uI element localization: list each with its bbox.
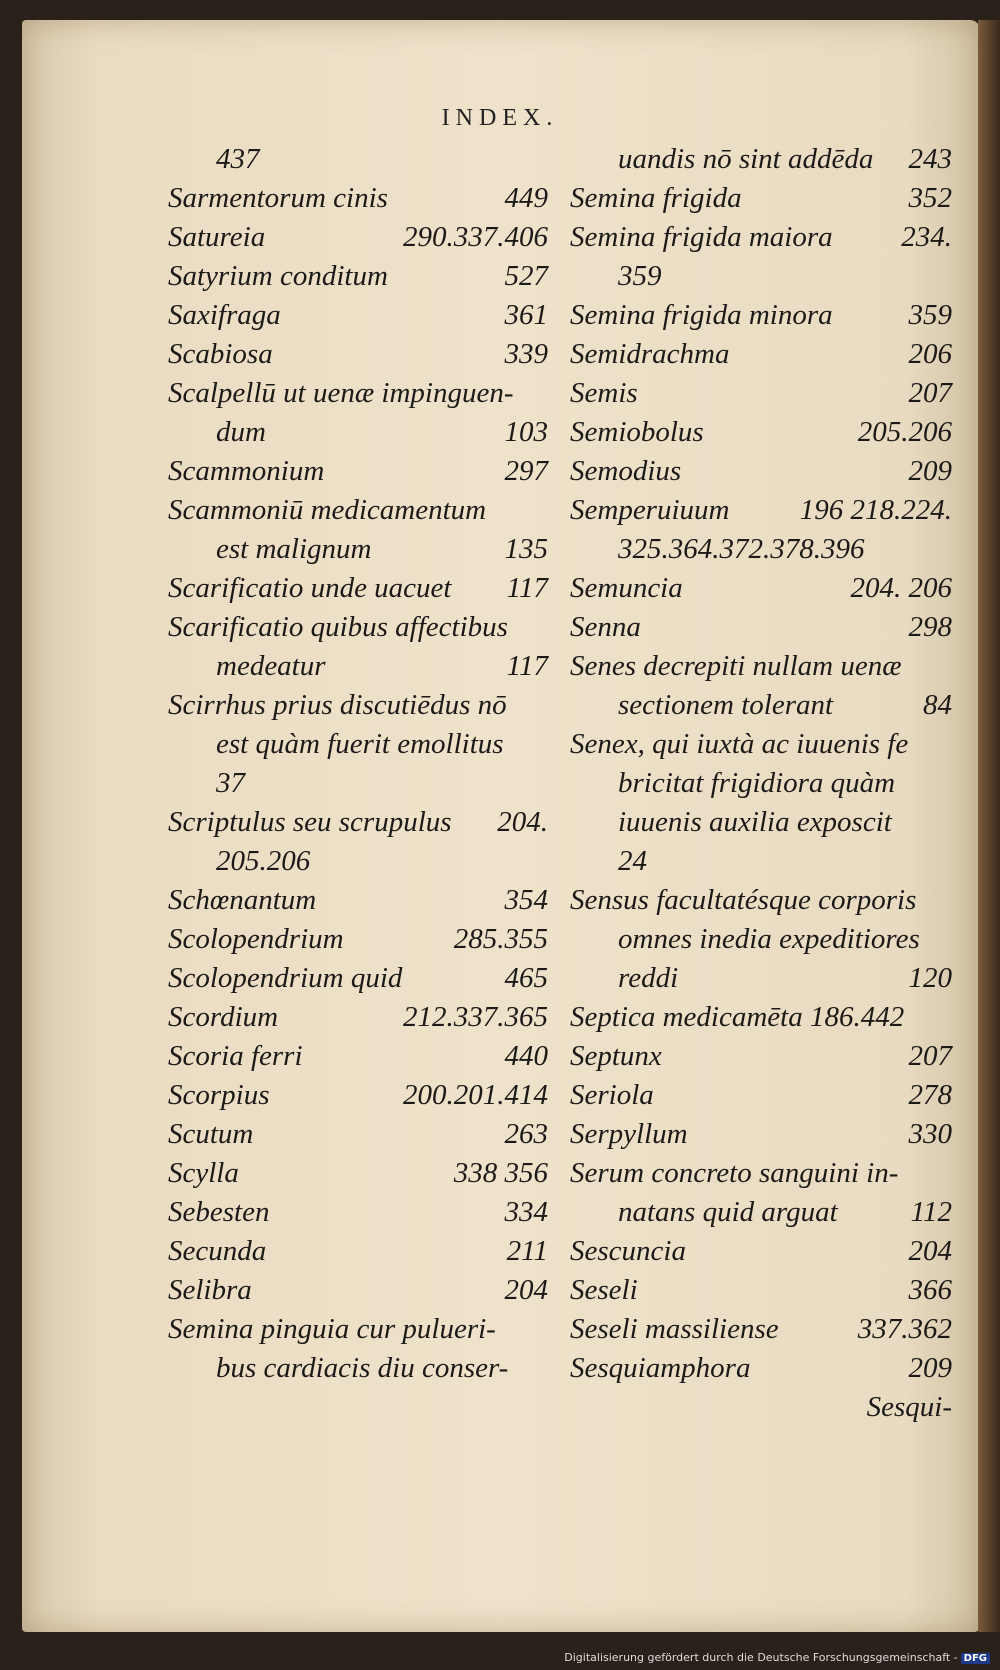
- dfg-logo: DFG: [961, 1653, 990, 1664]
- entry-term: Semina frigida maiora: [570, 221, 833, 253]
- index-entry: [168, 998, 548, 1037]
- entry-pages: 290.337.406: [403, 221, 548, 253]
- index-entry: [570, 881, 952, 920]
- entry-pages: 337.362: [857, 1313, 952, 1345]
- entry-term: dum: [216, 416, 266, 448]
- index-entry: [168, 1232, 548, 1271]
- entry-term: Scarificatio quibus affectibus: [168, 611, 508, 643]
- entry-term: 205.206: [216, 845, 311, 877]
- index-entry: [570, 1076, 952, 1115]
- entry-term: Sebesten: [168, 1196, 270, 1228]
- entry-pages: 449: [504, 182, 548, 214]
- index-entry: [570, 842, 952, 881]
- entry-term: Scordium: [168, 1001, 279, 1033]
- entry-term: 325.364.372.378.396: [618, 533, 865, 565]
- entry-pages: 209: [908, 455, 952, 487]
- entry-term: Scorpius: [168, 1079, 270, 1111]
- index-entry: [168, 803, 548, 842]
- index-entry: [168, 413, 548, 452]
- entry-term: Seseli massiliense: [570, 1313, 779, 1345]
- entry-pages: 339: [504, 338, 548, 370]
- entry-term: Scammoniū medicamentum: [168, 494, 487, 526]
- entry-pages: 334: [504, 1196, 548, 1228]
- entry-term: Scarificatio unde uacuet: [168, 572, 452, 604]
- entry-pages: 117: [506, 572, 548, 604]
- index-entry: [570, 1310, 952, 1349]
- index-entry: [168, 140, 548, 179]
- entry-pages: 204. 206: [850, 572, 952, 604]
- entry-pages: 204.: [497, 806, 548, 838]
- entry-term: bus cardiacis diu conser-: [216, 1352, 509, 1384]
- index-entry: [570, 1115, 952, 1154]
- entry-pages: 212.337.365: [403, 1001, 548, 1033]
- entry-pages: 207: [908, 1040, 952, 1072]
- index-entry: [570, 998, 952, 1037]
- index-entry: [570, 374, 952, 413]
- page-header: INDEX.: [441, 105, 559, 131]
- entry-pages: 366: [908, 1274, 952, 1306]
- entry-term: Saxifraga: [168, 299, 281, 331]
- entry-pages: 298: [908, 611, 952, 643]
- index-entry: [570, 1154, 952, 1193]
- entry-term: Sensus facultatésque corporis: [570, 884, 917, 916]
- index-entry: [570, 452, 952, 491]
- entry-term: 359: [618, 260, 662, 292]
- entry-term: Scylla: [168, 1157, 239, 1189]
- index-entry: [570, 1232, 952, 1271]
- index-entry: [570, 764, 952, 803]
- entry-term: uandis nō sint addēda: [618, 143, 874, 175]
- entry-term: Scirrhus prius discutiēdus nō: [168, 689, 507, 721]
- entry-pages: 207: [908, 377, 952, 409]
- entry-term: Sarmentorum cinis: [168, 182, 388, 214]
- entry-term: Semodius: [570, 455, 682, 487]
- index-entry: [168, 1193, 548, 1232]
- entry-pages: 354: [504, 884, 548, 916]
- entry-pages: 209: [908, 1352, 952, 1384]
- entry-term: est quàm fuerit emollitus: [216, 728, 504, 760]
- entry-pages: 338 356: [453, 1157, 548, 1189]
- entry-term: reddi: [618, 962, 679, 994]
- entry-term: Semina frigida: [570, 182, 742, 214]
- entry-term: Scriptulus seu scrupulus: [168, 806, 452, 838]
- entry-term: Seriola: [570, 1079, 654, 1111]
- entry-term: Semidrachma: [570, 338, 730, 370]
- entry-term: natans quid arguat: [618, 1196, 838, 1228]
- entry-term: iuuenis auxilia exposcit: [618, 806, 892, 838]
- index-entry: [570, 491, 952, 530]
- entry-term: Semina pinguia cur pulueri-: [168, 1313, 496, 1345]
- entry-term: medeatur: [216, 650, 326, 682]
- entry-term: sectionem tolerant: [618, 689, 834, 721]
- index-entry: [570, 803, 952, 842]
- entry-pages: 204: [504, 1274, 548, 1306]
- entry-term: Semiobolus: [570, 416, 704, 448]
- entry-term: Seseli: [570, 1274, 638, 1306]
- entry-term: 37: [216, 767, 245, 799]
- index-entry: [168, 530, 548, 569]
- footer-text: Digitalisierung gefördert durch die Deutsche Forschungsgemeinschaft -: [564, 1651, 958, 1664]
- index-entry: [168, 647, 548, 686]
- entry-pages: 440: [504, 1040, 548, 1072]
- entry-pages: 297: [504, 455, 548, 487]
- entry-term: Septunx: [570, 1040, 662, 1072]
- entry-pages: 285.355: [453, 923, 548, 955]
- entry-pages: 211: [506, 1235, 548, 1267]
- entry-term: Semis: [570, 377, 638, 409]
- entry-pages: 361: [504, 299, 548, 331]
- entry-term: est malignum: [216, 533, 372, 565]
- index-entry: [168, 1076, 548, 1115]
- entry-term: Satyrium conditum: [168, 260, 388, 292]
- index-entry: [168, 374, 548, 413]
- entry-pages: 135: [504, 533, 548, 565]
- entry-pages: 84: [923, 689, 952, 721]
- index-entry: [570, 413, 952, 452]
- index-entry: [168, 569, 548, 608]
- entry-pages: 330: [908, 1118, 952, 1150]
- entry-term: Septica medicamēta 186.442: [570, 1001, 905, 1033]
- index-entry: [570, 608, 952, 647]
- entry-pages: 263: [504, 1118, 548, 1150]
- entry-pages: 120: [908, 962, 952, 994]
- entry-pages: 205.206: [857, 416, 952, 448]
- entry-term: Sesquiamphora: [570, 1352, 751, 1384]
- index-entry: [570, 257, 952, 296]
- index-entry: [168, 1154, 548, 1193]
- index-entry: [570, 179, 952, 218]
- catchword: Sesqui-: [866, 1391, 952, 1423]
- index-entry: [570, 920, 952, 959]
- index-entry: [168, 218, 548, 257]
- index-entry: [168, 491, 548, 530]
- entry-pages: 206: [908, 338, 952, 370]
- page-edge: [978, 20, 1000, 1632]
- entry-pages: 465: [504, 962, 548, 994]
- entry-term: Schœnantum: [168, 884, 317, 916]
- index-entry: [570, 647, 952, 686]
- entry-pages: 278: [908, 1079, 952, 1111]
- entry-pages: 234.: [901, 221, 952, 253]
- entry-term: Senex, qui iuxtà ac iuuenis fe: [570, 728, 909, 760]
- index-entry: [570, 686, 952, 725]
- index-entry: [570, 725, 952, 764]
- entry-pages: 527: [504, 260, 548, 292]
- index-entry: [168, 335, 548, 374]
- index-entry: [570, 140, 952, 179]
- entry-term: Serpyllum: [570, 1118, 688, 1150]
- entry-term: Senna: [570, 611, 641, 643]
- index-entry: [168, 1115, 548, 1154]
- index-entry: [570, 959, 952, 998]
- entry-term: Scabiosa: [168, 338, 273, 370]
- entry-term: Scolopendrium: [168, 923, 344, 955]
- entry-term: Sescuncia: [570, 1235, 686, 1267]
- index-entry: [570, 1037, 952, 1076]
- entry-term: Semuncia: [570, 572, 683, 604]
- entry-term: Senes decrepiti nullam uenæ: [570, 650, 902, 682]
- index-entry: [570, 569, 952, 608]
- index-entry: [168, 959, 548, 998]
- index-entry: [168, 764, 548, 803]
- index-entry: [168, 608, 548, 647]
- entry-term: bricitat frigidiora quàm: [618, 767, 896, 799]
- entry-pages: 103: [504, 416, 548, 448]
- entry-term: Scutum: [168, 1118, 254, 1150]
- entry-pages: 117: [506, 650, 548, 682]
- index-entry: [168, 1310, 548, 1349]
- entry-pages: 352: [908, 182, 952, 214]
- entry-term: Secunda: [168, 1235, 267, 1267]
- index-entry: [570, 296, 952, 335]
- index-entry: [570, 1193, 952, 1232]
- index-entry: [168, 920, 548, 959]
- entry-term: Satureia: [168, 221, 266, 253]
- index-entry: [570, 530, 952, 569]
- entry-term: Selibra: [168, 1274, 252, 1306]
- index-entry: [570, 1349, 952, 1388]
- entry-pages: 196 218.224.: [799, 494, 952, 526]
- index-column-right: [570, 140, 952, 1427]
- entry-term: Semperuiuum: [570, 494, 730, 526]
- index-entry: [168, 881, 548, 920]
- entry-term: Scoria ferri: [168, 1040, 303, 1072]
- entry-pages: 200.201.414: [403, 1079, 548, 1111]
- entry-term: Scalpellū ut uenæ impinguen-: [168, 377, 514, 409]
- footer-credit: [564, 1651, 990, 1664]
- index-entry: [168, 452, 548, 491]
- entry-term: 437: [216, 143, 260, 175]
- entry-term: Semina frigida minora: [570, 299, 833, 331]
- index-entry: [570, 335, 952, 374]
- index-column-left: [168, 140, 548, 1388]
- entry-pages: 204: [908, 1235, 952, 1267]
- index-entry: [168, 725, 548, 764]
- index-entry: [168, 842, 548, 881]
- entry-term: 24: [618, 845, 647, 877]
- entry-pages: 112: [910, 1196, 952, 1228]
- index-entry: [168, 1037, 548, 1076]
- entry-term: Scolopendrium quid: [168, 962, 403, 994]
- entry-pages: 243: [908, 143, 952, 175]
- entry-term: Scammonium: [168, 455, 325, 487]
- index-entry: [570, 218, 952, 257]
- index-entry: [168, 296, 548, 335]
- entry-pages: 359: [908, 299, 952, 331]
- index-entry: [168, 257, 548, 296]
- index-entry: [570, 1271, 952, 1310]
- entry-term: omnes inedia expeditiores: [618, 923, 920, 955]
- index-entry: [168, 1349, 548, 1388]
- index-entry: [168, 686, 548, 725]
- entry-term: Serum concreto sanguini in-: [570, 1157, 899, 1189]
- index-entry: [168, 1271, 548, 1310]
- index-entry: [168, 179, 548, 218]
